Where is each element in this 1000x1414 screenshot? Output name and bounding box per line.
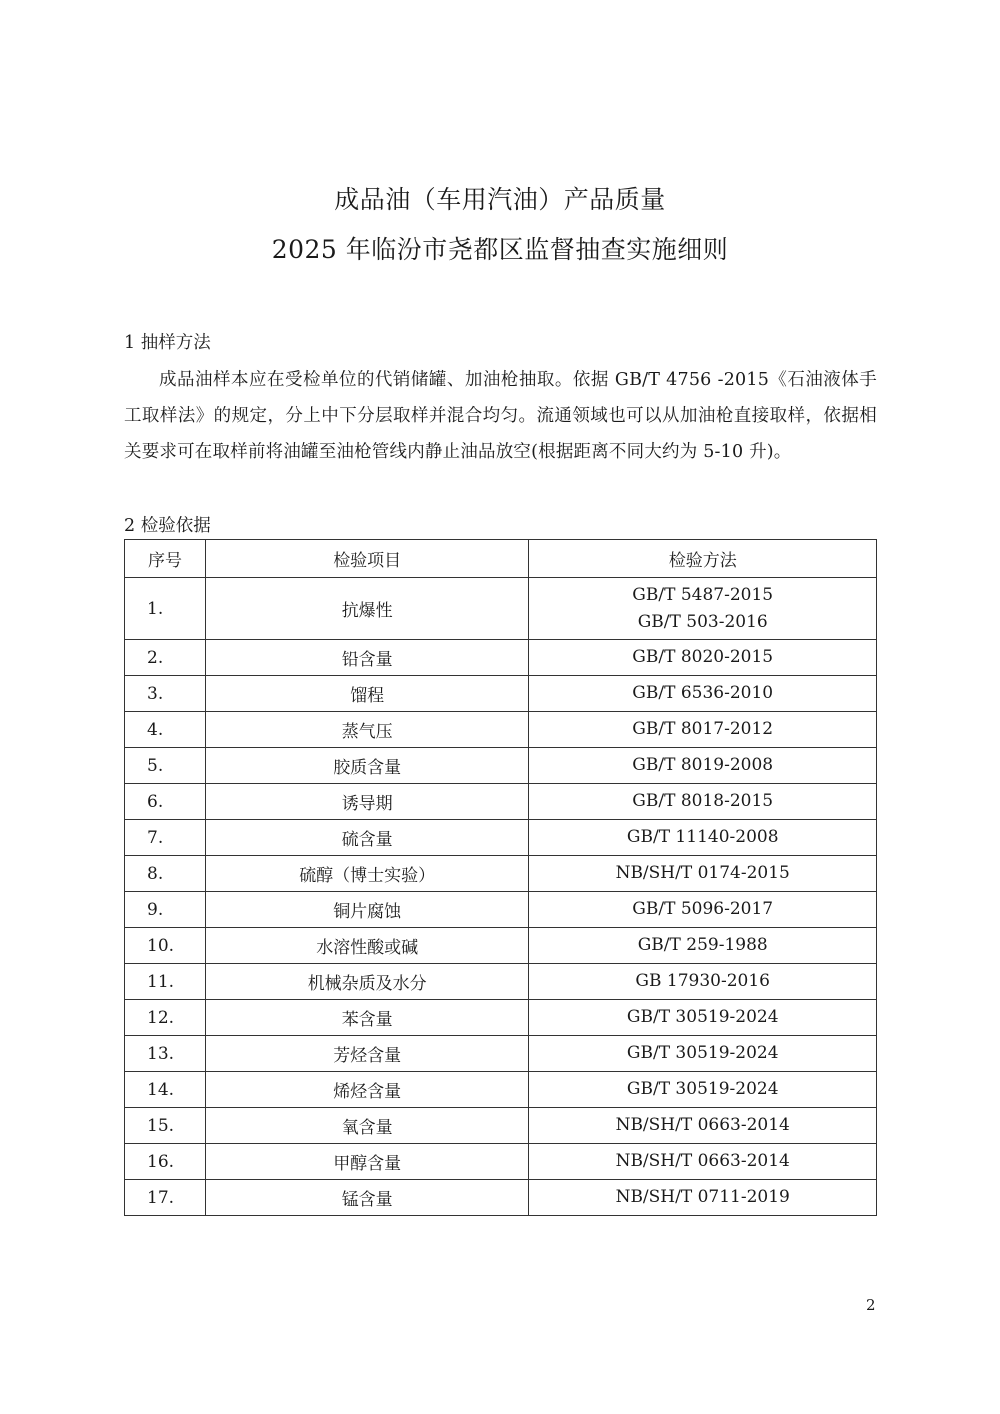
row-number: 4. <box>125 712 206 748</box>
inspection-method <box>529 1180 877 1216</box>
inspection-item: 硫含量 <box>205 820 529 856</box>
table-row <box>125 784 877 820</box>
inspection-item: 胶质含量 <box>205 748 529 784</box>
section-heading-inspection-basis: 2 检验依据 <box>124 516 211 536</box>
row-number: 13. <box>125 1036 206 1072</box>
row-number: 11. <box>125 964 206 1000</box>
method-standard: GB/T 30519-2024 <box>626 1079 779 1099</box>
table-row <box>125 964 877 1000</box>
method-standard: GB/T 30519-2024 <box>626 1043 779 1063</box>
method-standard: GB/T 8018-2015 <box>632 791 774 811</box>
inspection-method <box>529 676 877 712</box>
method-standard: GB/T 503-2016 <box>637 611 768 632</box>
row-number: 5. <box>125 748 206 784</box>
table-row <box>125 676 877 712</box>
row-number: 15. <box>125 1108 206 1144</box>
inspection-method <box>529 928 877 964</box>
table-row <box>125 820 877 856</box>
inspection-method <box>529 1000 877 1036</box>
document-title-line2: 2025 年临汾市尧都区监督抽查实施细则 <box>271 235 729 264</box>
table-row <box>125 892 877 928</box>
table-row <box>125 856 877 892</box>
inspection-method <box>529 1144 877 1180</box>
inspection-item: 抗爆性 <box>205 578 529 640</box>
inspection-method <box>529 712 877 748</box>
inspection-method <box>529 856 877 892</box>
row-number: 10. <box>125 928 206 964</box>
method-standard: GB/T 5487-2015 <box>632 584 774 605</box>
inspection-item: 诱导期 <box>205 784 529 820</box>
table-row <box>125 928 877 964</box>
table-row <box>125 1108 877 1144</box>
inspection-item: 甲醇含量 <box>205 1144 529 1180</box>
document-title-line1: 成品油（车用汽油）产品质量 <box>334 185 666 214</box>
inspection-item: 烯烃含量 <box>205 1072 529 1108</box>
table-header-row <box>125 540 877 578</box>
section-heading-sampling-method: 1 抽样方法 <box>124 333 211 353</box>
table-row <box>125 1036 877 1072</box>
sampling-method-paragraph: 成品油样本应在受检单位的代销储罐、加油枪抽取。依据 GB/T 4756 -2015《石油液体手工取样法》的规定，分上中下分层取样并混合均匀。流通领域也可以从加油枪直接取样，依据相关要求可在取样前将油罐至油枪管线内静止油品放空(根据距离不同大约为 5-10 升)。 <box>124 370 877 462</box>
method-standard: GB/T 5096-2017 <box>632 899 774 919</box>
row-number: 6. <box>125 784 206 820</box>
header-method: 检验方法 <box>529 540 877 578</box>
method-standard: NB/SH/T 0174-2015 <box>615 863 790 883</box>
inspection-method <box>529 578 877 640</box>
inspection-method <box>529 1108 877 1144</box>
inspection-table <box>124 539 877 1216</box>
inspection-item: 馏程 <box>205 676 529 712</box>
method-standard: GB/T 11140-2008 <box>626 827 779 847</box>
method-standard: GB 17930-2016 <box>635 971 770 991</box>
inspection-method <box>529 964 877 1000</box>
inspection-method <box>529 748 877 784</box>
inspection-item: 蒸气压 <box>205 712 529 748</box>
inspection-item: 机械杂质及水分 <box>205 964 529 1000</box>
method-standard: NB/SH/T 0711-2019 <box>615 1187 790 1207</box>
table-row <box>125 1144 877 1180</box>
row-number: 7. <box>125 820 206 856</box>
row-number: 12. <box>125 1000 206 1036</box>
row-number: 2. <box>125 640 206 676</box>
table-row <box>125 578 877 640</box>
method-standard: GB/T 8019-2008 <box>632 755 774 775</box>
inspection-method <box>529 892 877 928</box>
row-number: 8. <box>125 856 206 892</box>
table-row <box>125 712 877 748</box>
method-standard: GB/T 259-1988 <box>637 935 768 955</box>
inspection-item: 铜片腐蚀 <box>205 892 529 928</box>
inspection-item: 水溶性酸或碱 <box>205 928 529 964</box>
table-row <box>125 1000 877 1036</box>
inspection-method <box>529 784 877 820</box>
header-no: 序号 <box>125 540 206 578</box>
page-number: 2 <box>866 1296 876 1314</box>
method-standard: NB/SH/T 0663-2014 <box>615 1115 790 1135</box>
row-number: 1. <box>125 578 206 640</box>
inspection-item: 硫醇（博士实验） <box>205 856 529 892</box>
method-standard: GB/T 6536-2010 <box>632 683 774 703</box>
inspection-item: 苯含量 <box>205 1000 529 1036</box>
inspection-method <box>529 1036 877 1072</box>
inspection-method <box>529 820 877 856</box>
inspection-method <box>529 1072 877 1108</box>
inspection-method <box>529 640 877 676</box>
row-number: 14. <box>125 1072 206 1108</box>
method-standard: GB/T 8017-2012 <box>632 719 774 739</box>
table-body <box>125 578 877 1216</box>
method-standard: GB/T 30519-2024 <box>626 1007 779 1027</box>
row-number: 9. <box>125 892 206 928</box>
inspection-item: 氧含量 <box>205 1108 529 1144</box>
table-row <box>125 748 877 784</box>
table-row <box>125 1180 877 1216</box>
inspection-item: 芳烃含量 <box>205 1036 529 1072</box>
inspection-item: 锰含量 <box>205 1180 529 1216</box>
row-number: 3. <box>125 676 206 712</box>
inspection-item: 铅含量 <box>205 640 529 676</box>
header-item: 检验项目 <box>205 540 529 578</box>
table-row <box>125 640 877 676</box>
row-number: 16. <box>125 1144 206 1180</box>
table-row <box>125 1072 877 1108</box>
method-standard: NB/SH/T 0663-2014 <box>615 1151 790 1171</box>
method-standard: GB/T 8020-2015 <box>632 647 774 667</box>
row-number: 17. <box>125 1180 206 1216</box>
